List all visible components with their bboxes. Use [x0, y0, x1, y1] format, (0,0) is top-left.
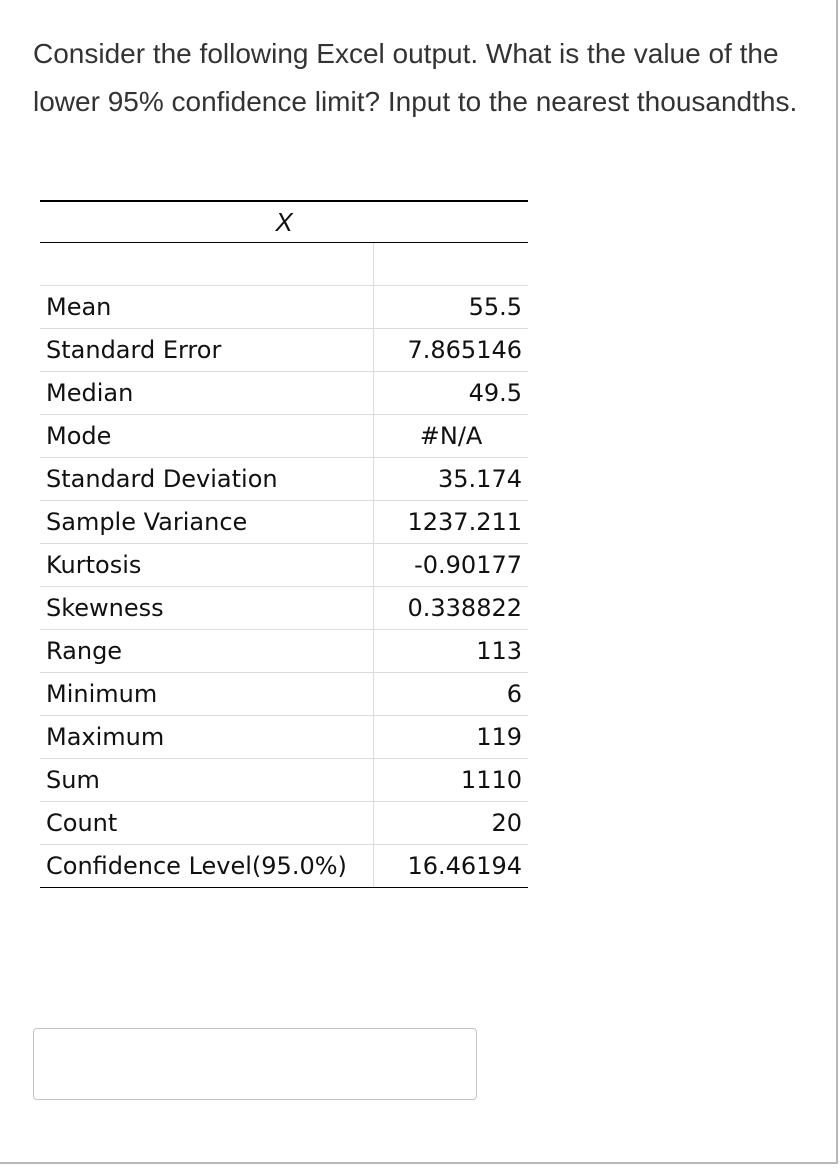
page-bottom-border	[0, 1162, 838, 1164]
stat-label-range: Range	[40, 630, 374, 673]
table-row	[40, 458, 528, 501]
stat-value-confidence-level: 16.46194	[374, 845, 528, 888]
stat-label-mean: Mean	[40, 286, 374, 329]
table-row	[40, 845, 528, 888]
stat-value-skewness: 0.338822	[374, 587, 528, 630]
descriptive-statistics-table	[40, 200, 528, 888]
stat-label-median: Median	[40, 372, 374, 415]
answer-input[interactable]	[33, 1028, 477, 1100]
stat-label-maximum: Maximum	[40, 716, 374, 759]
stat-label-standard-error: Standard Error	[40, 329, 374, 372]
stat-value-standard-deviation: 35.174	[374, 458, 528, 501]
table-row	[40, 673, 528, 716]
table-row	[40, 587, 528, 630]
stat-value-standard-error: 7.865146	[374, 329, 528, 372]
blank-cell	[40, 243, 374, 286]
table-row	[40, 501, 528, 544]
table-row	[40, 802, 528, 845]
table-row	[40, 372, 528, 415]
page-right-border	[836, 0, 838, 1164]
table-row	[40, 415, 528, 458]
stat-value-maximum: 119	[374, 716, 528, 759]
stat-value-count: 20	[374, 802, 528, 845]
table-header-row	[40, 201, 528, 243]
question-text: Consider the following Excel output. What is the value of the lower 95% confidence limit? Input to the nearest thousandths.	[33, 38, 798, 117]
blank-cell	[374, 243, 528, 286]
stat-value-sum: 1110	[374, 759, 528, 802]
stat-value-kurtosis: -0.90177	[374, 544, 528, 587]
table-row	[40, 759, 528, 802]
table-row	[40, 329, 528, 372]
table-row	[40, 286, 528, 329]
table-row	[40, 716, 528, 759]
stat-value-range: 113	[374, 630, 528, 673]
stat-label-sum: Sum	[40, 759, 374, 802]
stat-value-mean: 55.5	[374, 286, 528, 329]
table-blank-row	[40, 243, 528, 286]
variable-header: X	[40, 201, 528, 243]
stat-value-minimum: 6	[374, 673, 528, 716]
stat-value-mode: #N/A	[374, 415, 528, 458]
table-row	[40, 544, 528, 587]
stat-value-sample-variance: 1237.211	[374, 501, 528, 544]
stat-label-kurtosis: Kurtosis	[40, 544, 374, 587]
stat-value-median: 49.5	[374, 372, 528, 415]
stat-label-mode: Mode	[40, 415, 374, 458]
stat-label-standard-deviation: Standard Deviation	[40, 458, 374, 501]
stat-label-skewness: Skewness	[40, 587, 374, 630]
stat-label-count: Count	[40, 802, 374, 845]
stat-label-minimum: Minimum	[40, 673, 374, 716]
stat-label-confidence-level: Confidence Level(95.0%)	[40, 845, 374, 888]
stat-label-sample-variance: Sample Variance	[40, 501, 374, 544]
table-row	[40, 630, 528, 673]
